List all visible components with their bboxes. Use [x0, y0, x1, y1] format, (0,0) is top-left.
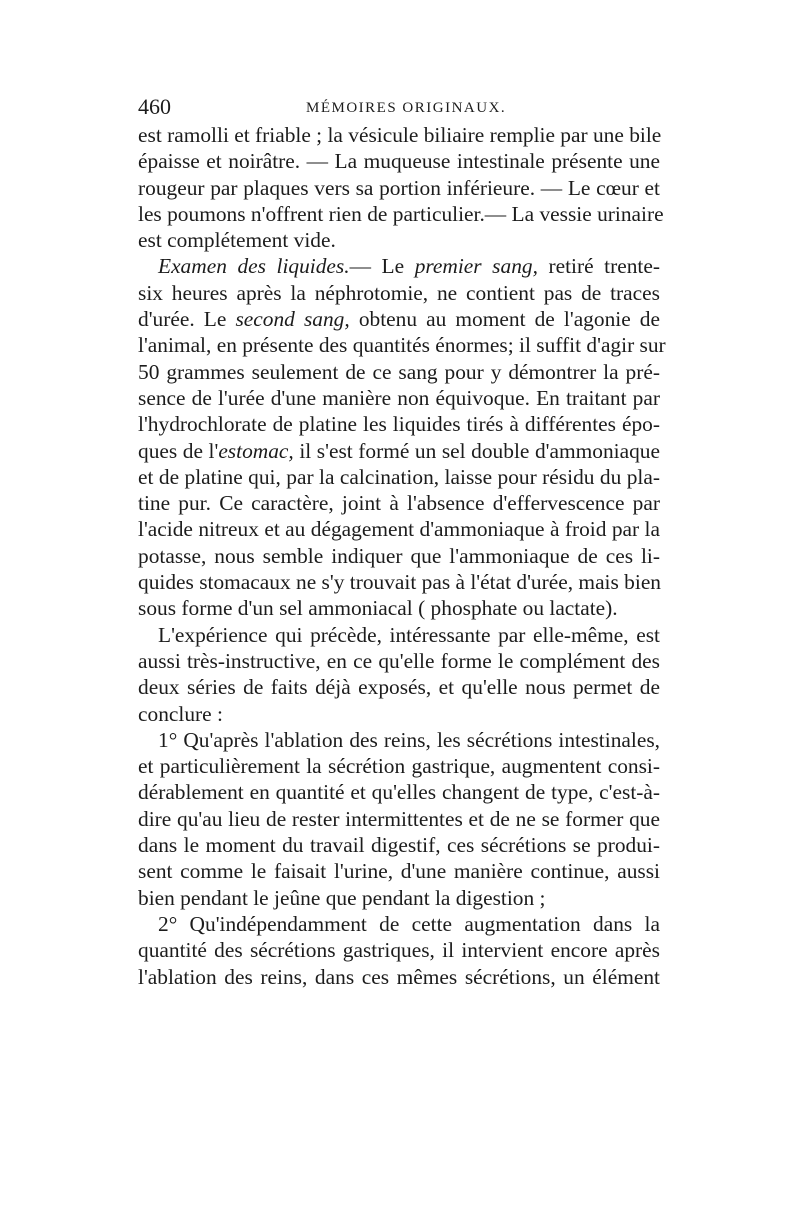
italic-term: second sang, [235, 307, 350, 332]
text-line: est complétement vide. [138, 228, 336, 253]
italic-heading: Examen des liquides. [158, 254, 350, 279]
text-line [138, 306, 660, 332]
text-line: quantité des sécrétions gastriques, il intervient encore après [138, 938, 660, 963]
text-line: dérablement en quantité et qu'elles changent de type, c'est-à- [138, 780, 660, 805]
text-line: rougeur par plaques vers sa portion inférieure. — Le cœur et [138, 175, 660, 200]
text-line: deux séries de faits déjà exposés, et qu'elle nous permet de [138, 675, 660, 700]
text-line: est ramolli et friable ; la vésicule biliaire remplie par une bile [138, 123, 662, 147]
text-line: sent comme le faisait l'urine, d'une manière continue, aussi [138, 859, 660, 884]
italic-term: premier sang, [414, 254, 538, 279]
text-line: et de platine qui, par la calcination, laisse pour résidu du pla- [138, 464, 660, 489]
text-line: l'ablation des reins, dans ces mêmes sécrétions, un élément [138, 964, 660, 989]
text-line: l'animal, en présente des quantités énormes; il suffit d'agir sur [138, 333, 666, 358]
text-line: l'hydrochlorate de platine les liquides tirés à différentes épo- [138, 412, 660, 437]
text-run: il s'est formé un sel double d'ammoniaque [293, 438, 660, 463]
text-line: conclure : [138, 701, 223, 726]
text-line: sous forme d'un sel ammoniacal ( phosphate ou lactate). [138, 596, 618, 621]
running-header [138, 92, 660, 122]
text-line [138, 253, 660, 279]
text-line: 1° Qu'après l'ablation des reins, les sécrétions intestinales, [158, 727, 660, 752]
body-text [138, 122, 666, 990]
text-run: ques de l' [138, 438, 219, 463]
book-page [138, 92, 666, 990]
text-line [138, 438, 660, 464]
text-line: épaisse et noirâtre. — La muqueuse intestinale présente une [138, 149, 660, 174]
text-run: obtenu au moment de l'agonie de [349, 307, 660, 332]
text-run: d'urée. Le [138, 307, 236, 332]
text-line: potasse, nous semble indiquer que l'ammoniaque de ces li- [138, 543, 660, 568]
text-line: sence de l'urée d'une manière non équivoque. En traitant par [138, 385, 660, 410]
text-line: et particulièrement la sécrétion gastrique, augmentent consi- [138, 754, 660, 779]
italic-term: estomac, [218, 438, 294, 463]
text-run: — Le [349, 254, 415, 279]
text-run: retiré trente- [537, 254, 660, 279]
text-line: 2° Qu'indépendamment de cette augmentation dans la [158, 911, 660, 936]
text-line: L'expérience qui précède, intéressante par elle-même, est [158, 622, 660, 647]
text-line: l'acide nitreux et au dégagement d'ammoniaque à froid par la [138, 517, 660, 542]
text-line: dans le moment du travail digestif, ces sécrétions se produi- [138, 833, 660, 858]
page-number: 460 [138, 94, 171, 119]
text-line: quides stomacaux ne s'y trouvait pas à l'état d'urée, mais bien [138, 570, 662, 595]
text-line: six heures après la néphrotomie, ne contient pas de traces [138, 280, 660, 305]
text-line: tine pur. Ce caractère, joint à l'absence d'effervescence par [138, 491, 660, 516]
text-line: bien pendant le jeûne que pendant la digestion ; [138, 885, 546, 910]
text-line: dire qu'au lieu de rester intermittentes et de ne se former que [138, 806, 660, 831]
text-line: les poumons n'offrent rien de particulier.— La vessie urinaire [138, 201, 664, 226]
text-line: aussi très-instructive, en ce qu'elle forme le complément des [138, 648, 660, 673]
running-title: MÉMOIRES ORIGINAUX. [306, 100, 507, 116]
text-line: 50 grammes seulement de ce sang pour y démontrer la pré- [138, 359, 660, 384]
